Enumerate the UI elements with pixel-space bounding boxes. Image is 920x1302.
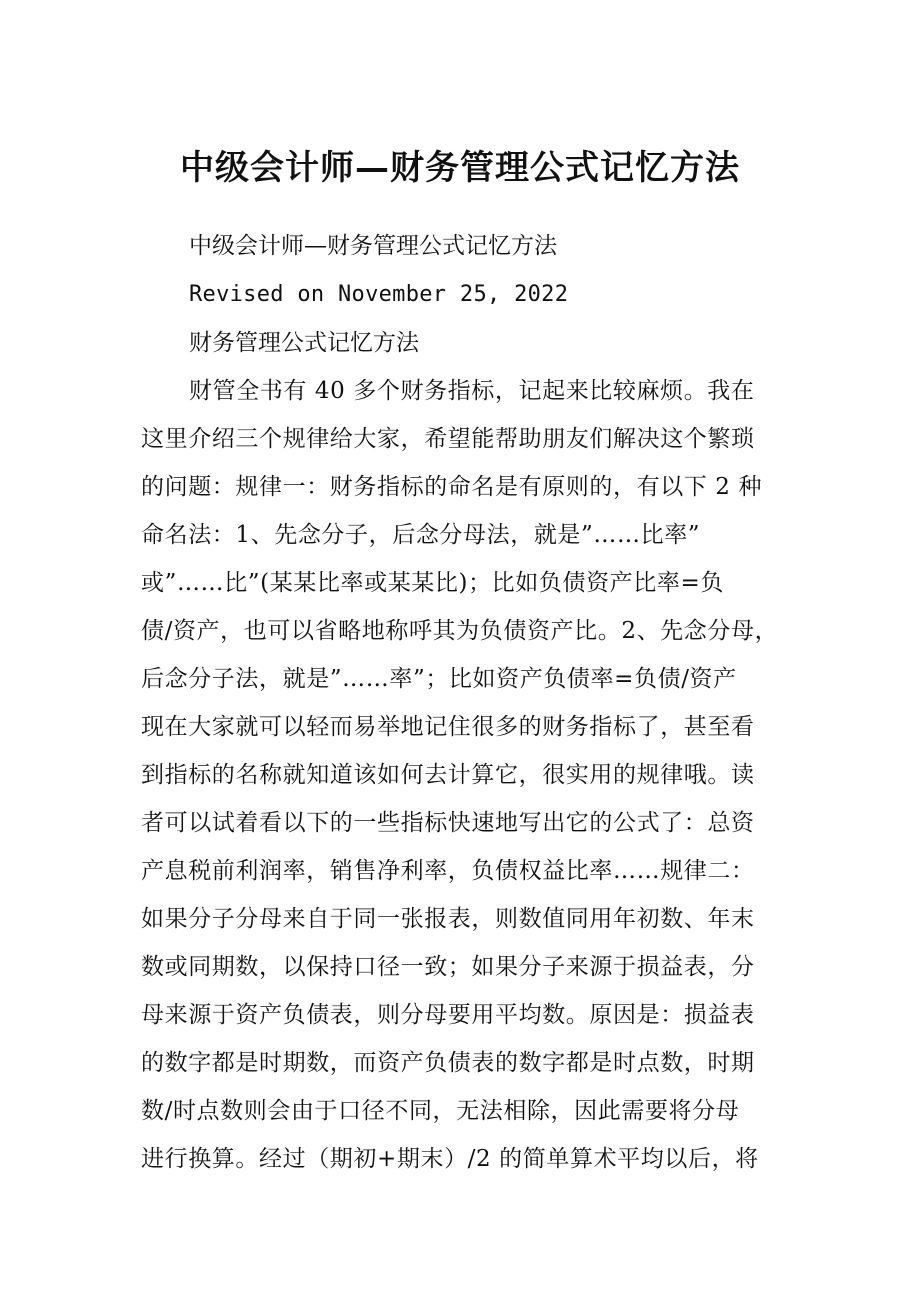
body-line: 者可以试着看以下的一些指标快速地写出它的公式了：总资 [141,810,755,836]
document-subtitle: 中级会计师—财务管理公式记忆方法 [189,233,557,259]
body-line: 进行换算。经过（期初+期末）/2 的简单算术平均以后，将 [141,1146,759,1172]
body-line: 数/时点数则会由于口径不同，无法相除，因此需要将分母 [141,1098,740,1124]
body-line: 母来源于资产负债表，则分母要用平均数。原因是：损益表 [141,1002,755,1028]
body-line: 的数字都是时期数，而资产负债表的数字都是时点数，时期 [141,1050,755,1076]
body-line: 或”……比”(某某比率或某某比)；比如负债资产比率=负 [141,570,724,596]
body-line: 财管全书有 40 多个财务指标，记起来比较麻烦。我在 [189,378,755,404]
body-line: 到指标的名称就知道该如何去计算它，很实用的规律哦。读 [141,762,755,788]
body-line: 产息税前利润率，销售净利率，负债权益比率……规律二： [141,858,755,884]
body-line: 如果分子分母来自于同一张报表，则数值同用年初数、年末 [141,906,755,932]
revision-date: Revised on November 25, 2022 [189,282,569,307]
body-line: 这里介绍三个规律给大家，希望能帮助朋友们解决这个繁琐 [141,426,755,452]
section-heading: 财务管理公式记忆方法 [189,330,419,356]
body-line: 数或同期数，以保持口径一致；如果分子来源于损益表，分 [141,954,755,980]
body-line: 现在大家就可以轻而易举地记住很多的财务指标了，甚至看 [141,714,755,740]
body-line: 的问题：规律一：财务指标的命名是有原则的，有以下 2 种 [141,474,763,500]
body-line: 债/资产，也可以省略地称呼其为负债资产比。2、先念分母， [141,618,779,644]
body-text [141,373,801,1189]
document-title: 中级会计师—财务管理公式记忆方法 [180,148,740,188]
body-line: 命名法：1、先念分子，后念分母法，就是”……比率” [141,522,701,548]
body-line: 后念分子法，就是”……率”；比如资产负债率=负债/资产 [141,666,737,692]
